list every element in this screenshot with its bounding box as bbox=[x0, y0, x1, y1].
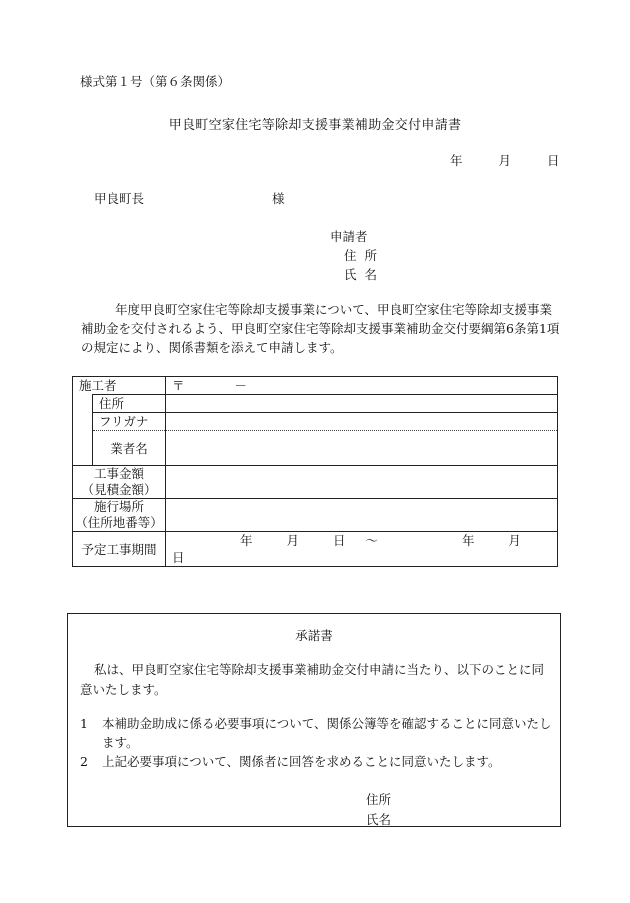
consent-item-text: 上記必要事項について、関係者に回答を求めることに同意いたします。 bbox=[102, 754, 501, 769]
consent-item-1 bbox=[80, 714, 555, 752]
cost-label-line2: （見積金額） bbox=[81, 482, 157, 497]
cost-field[interactable] bbox=[166, 466, 558, 499]
application-date bbox=[450, 155, 559, 168]
period-end-day: 日 bbox=[172, 550, 185, 565]
postal-mark: 〒 bbox=[172, 378, 185, 393]
period-tilde: ～ bbox=[365, 533, 378, 548]
furigana-row bbox=[73, 413, 558, 431]
location-label-line2: （住所地番等） bbox=[75, 515, 163, 530]
consent-name-label: 氏名 bbox=[366, 812, 392, 827]
consent-intro-text: 私は、甲良町空家住宅等除却支援事業補助金交付申請に当たり、以下のことに同意いたします。 bbox=[80, 662, 545, 697]
company-label: 業者名 bbox=[93, 431, 166, 466]
postal-dash: － bbox=[234, 378, 248, 393]
location-row bbox=[73, 499, 558, 532]
addressee-honorific: 様 bbox=[272, 191, 285, 206]
contractor-address-label: 住所 bbox=[93, 395, 166, 413]
addressee-name: 甲良町長 bbox=[94, 191, 145, 206]
postal-code-field[interactable] bbox=[166, 377, 558, 395]
period-start-month: 月 bbox=[286, 533, 299, 548]
contractor-label: 施工者 bbox=[73, 377, 166, 395]
consent-address-label: 住所 bbox=[366, 792, 392, 807]
date-day: 日 bbox=[546, 153, 560, 168]
period-field[interactable] bbox=[166, 532, 558, 567]
period-row bbox=[73, 532, 558, 567]
location-label bbox=[73, 499, 166, 532]
company-row bbox=[73, 431, 558, 466]
location-field[interactable] bbox=[166, 499, 558, 532]
addressee bbox=[94, 191, 285, 206]
location-label-line1: 施行場所 bbox=[94, 499, 145, 514]
period-label: 予定工事期間 bbox=[73, 532, 166, 567]
consent-item-number: 2 bbox=[80, 754, 88, 769]
date-year: 年 bbox=[450, 153, 463, 168]
cost-row bbox=[73, 466, 558, 499]
period-start-day: 日 bbox=[332, 533, 346, 548]
consent-item-number: 1 bbox=[80, 716, 88, 731]
consent-list bbox=[80, 714, 555, 771]
contractor-table bbox=[72, 376, 558, 567]
address-row bbox=[73, 395, 558, 413]
contractor-address-field[interactable] bbox=[166, 395, 558, 413]
form-number: 様式第１号（第６条関係） bbox=[80, 74, 231, 89]
cost-label-line1: 工事金額 bbox=[94, 466, 145, 481]
consent-item-text: 本補助金助成に係る必要事項について、関係公簿等を確認することに同意いたします。 bbox=[102, 716, 552, 750]
company-field[interactable] bbox=[166, 431, 558, 466]
application-statement bbox=[81, 300, 561, 357]
date-month: 月 bbox=[498, 153, 511, 168]
applicant-address-label: 住所 bbox=[344, 248, 386, 263]
applicant-label: 申請者 bbox=[330, 229, 368, 244]
period-start-year: 年 bbox=[240, 533, 253, 548]
cost-label bbox=[73, 466, 166, 499]
period-end-year: 年 bbox=[461, 533, 475, 548]
consent-title: 承諾書 bbox=[295, 628, 333, 643]
consent-intro bbox=[80, 660, 552, 700]
statement-text: 年度甲良町空家住宅等除却支援事業について、甲良町空家住宅等除却支援事業補助金を交付されるよう、甲良町空家住宅等除却支援事業補助金交付要綱第6条第1項の規定により、関係書類を添えて申請します。 bbox=[81, 302, 560, 355]
furigana-field[interactable] bbox=[166, 413, 558, 431]
furigana-label: フリガナ bbox=[93, 413, 166, 431]
consent-box bbox=[67, 613, 561, 827]
applicant-name-label: 氏名 bbox=[344, 267, 386, 282]
document-title: 甲良町空家住宅等除却支援事業補助金交付申請書 bbox=[168, 118, 462, 133]
contractor-row bbox=[73, 377, 558, 395]
consent-item-2 bbox=[80, 752, 555, 771]
period-end-month: 月 bbox=[508, 533, 521, 548]
contractor-indent bbox=[73, 395, 93, 466]
